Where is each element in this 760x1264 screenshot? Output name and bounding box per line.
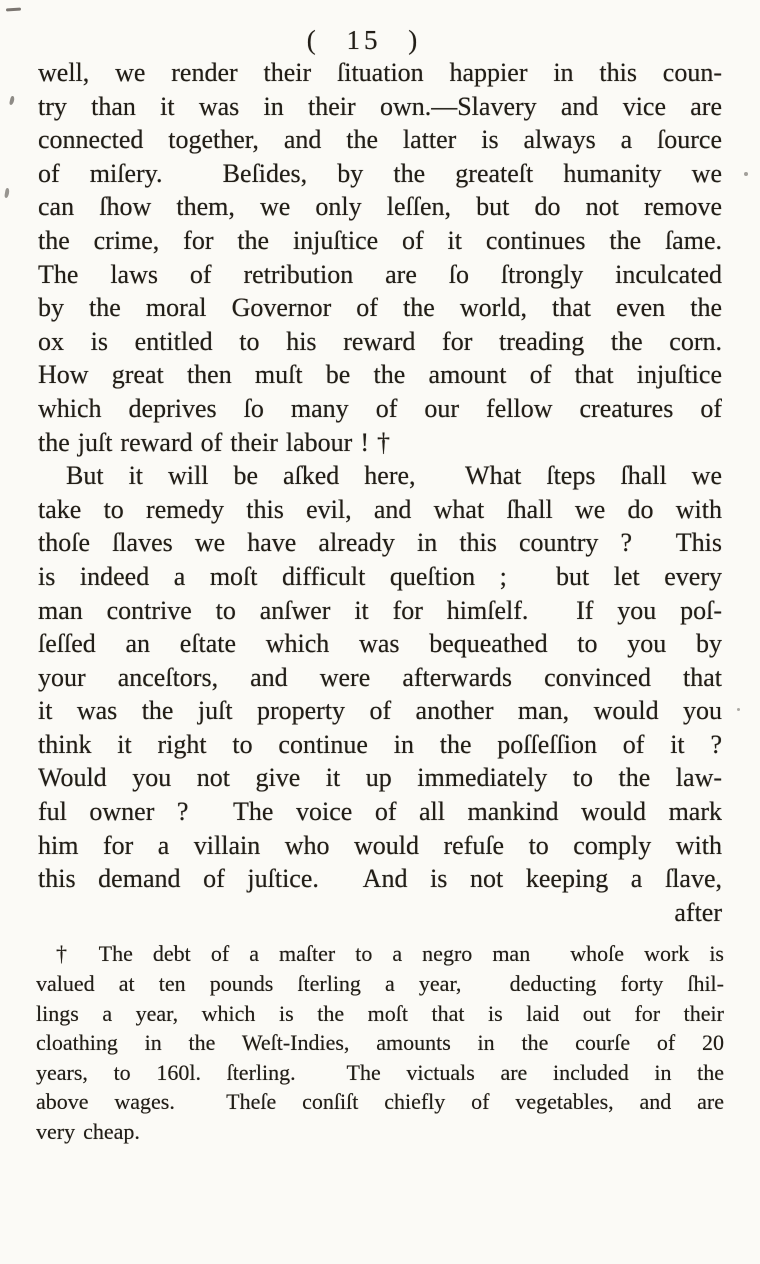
scan-speck: [737, 708, 740, 711]
text-line: very cheap.: [36, 1119, 140, 1144]
footnote-block: [0, 939, 760, 1146]
paragraph-continuation: [38, 56, 722, 459]
text-line: the juſt reward of their labour ! †: [38, 427, 390, 457]
text-line: years, to 160l. ſterling. The victuals are included in the: [36, 1059, 724, 1085]
text-line: man contrive to anſwer it for himſelf. If you poſ-: [38, 595, 722, 625]
text-line: above wages. Theſe conſiſt chiefly of vegetables, and are: [36, 1089, 724, 1115]
text-line: valued at ten pounds ſterling a year, deducting forty ſhil-: [36, 971, 724, 997]
text-line: is indeed a moſt difficult queſtion ; but let every: [38, 561, 722, 591]
catchword-row: [0, 896, 760, 930]
text-line: can ſhow them, we only leſſen, but do not remove: [38, 192, 722, 222]
text-line: But it will be aſked here, What ſteps ſhall we: [66, 461, 722, 491]
text-line: well, we render their ſituation happier in this coun-: [38, 58, 722, 87]
text-line: of miſery. Beſides, by the greateſt humanity we: [38, 158, 722, 188]
text-line: † The debt of a maſter to a negro man whoſe work is: [56, 941, 724, 967]
scan-speck: [744, 172, 748, 176]
text-line: which deprives ſo many of our fellow creatures of: [38, 393, 722, 423]
page-number-header: ( 15 ): [306, 25, 422, 55]
text-line: him for a villain who would refuſe to comply with: [38, 830, 722, 860]
text-line: take to remedy this evil, and what ſhall we do with: [38, 494, 722, 524]
text-line: ful owner ? The voice of all mankind would mark: [38, 797, 722, 827]
paragraph-second: [38, 459, 722, 896]
text-line: try than it was in their own.—Slavery and vice are: [38, 91, 722, 121]
text-line: by the moral Governor of the world, that even the: [38, 293, 722, 323]
text-line: Would you not give it up immediately to the law-: [38, 763, 722, 793]
text-line: the crime, for the injuſtice of it continues the ſame.: [38, 225, 722, 255]
text-line: ox is entitled to his reward for treading the corn.: [38, 326, 722, 356]
text-line: The laws of retribution are ſo ſtrongly inculcated: [38, 259, 722, 289]
text-line: ſeſſed an eſtate which was bequeathed to you by: [38, 629, 722, 659]
text-line: it was the juſt property of another man, would you: [38, 696, 722, 726]
text-line: thoſe ſlaves we have already in this country ? This: [38, 528, 722, 558]
text-line: cloathing in the Weſt-Indies, amounts in the courſe of 20: [36, 1030, 724, 1056]
text-line: your anceſtors, and were afterwards convinced that: [38, 662, 722, 692]
text-line: How great then muſt be the amount of that injuſtice: [38, 360, 722, 390]
text-line: this demand of juſtice. And is not keeping a ſlave,: [38, 864, 722, 894]
text-line: lings a year, which is the moſt that is laid out for their: [36, 1000, 724, 1026]
catchword: after: [674, 897, 722, 927]
text-line: think it right to continue in the poſſeſſion of it ?: [38, 729, 722, 759]
text-line: connected together, and the latter is always a ſource: [38, 125, 722, 155]
main-text-block: [0, 56, 760, 896]
